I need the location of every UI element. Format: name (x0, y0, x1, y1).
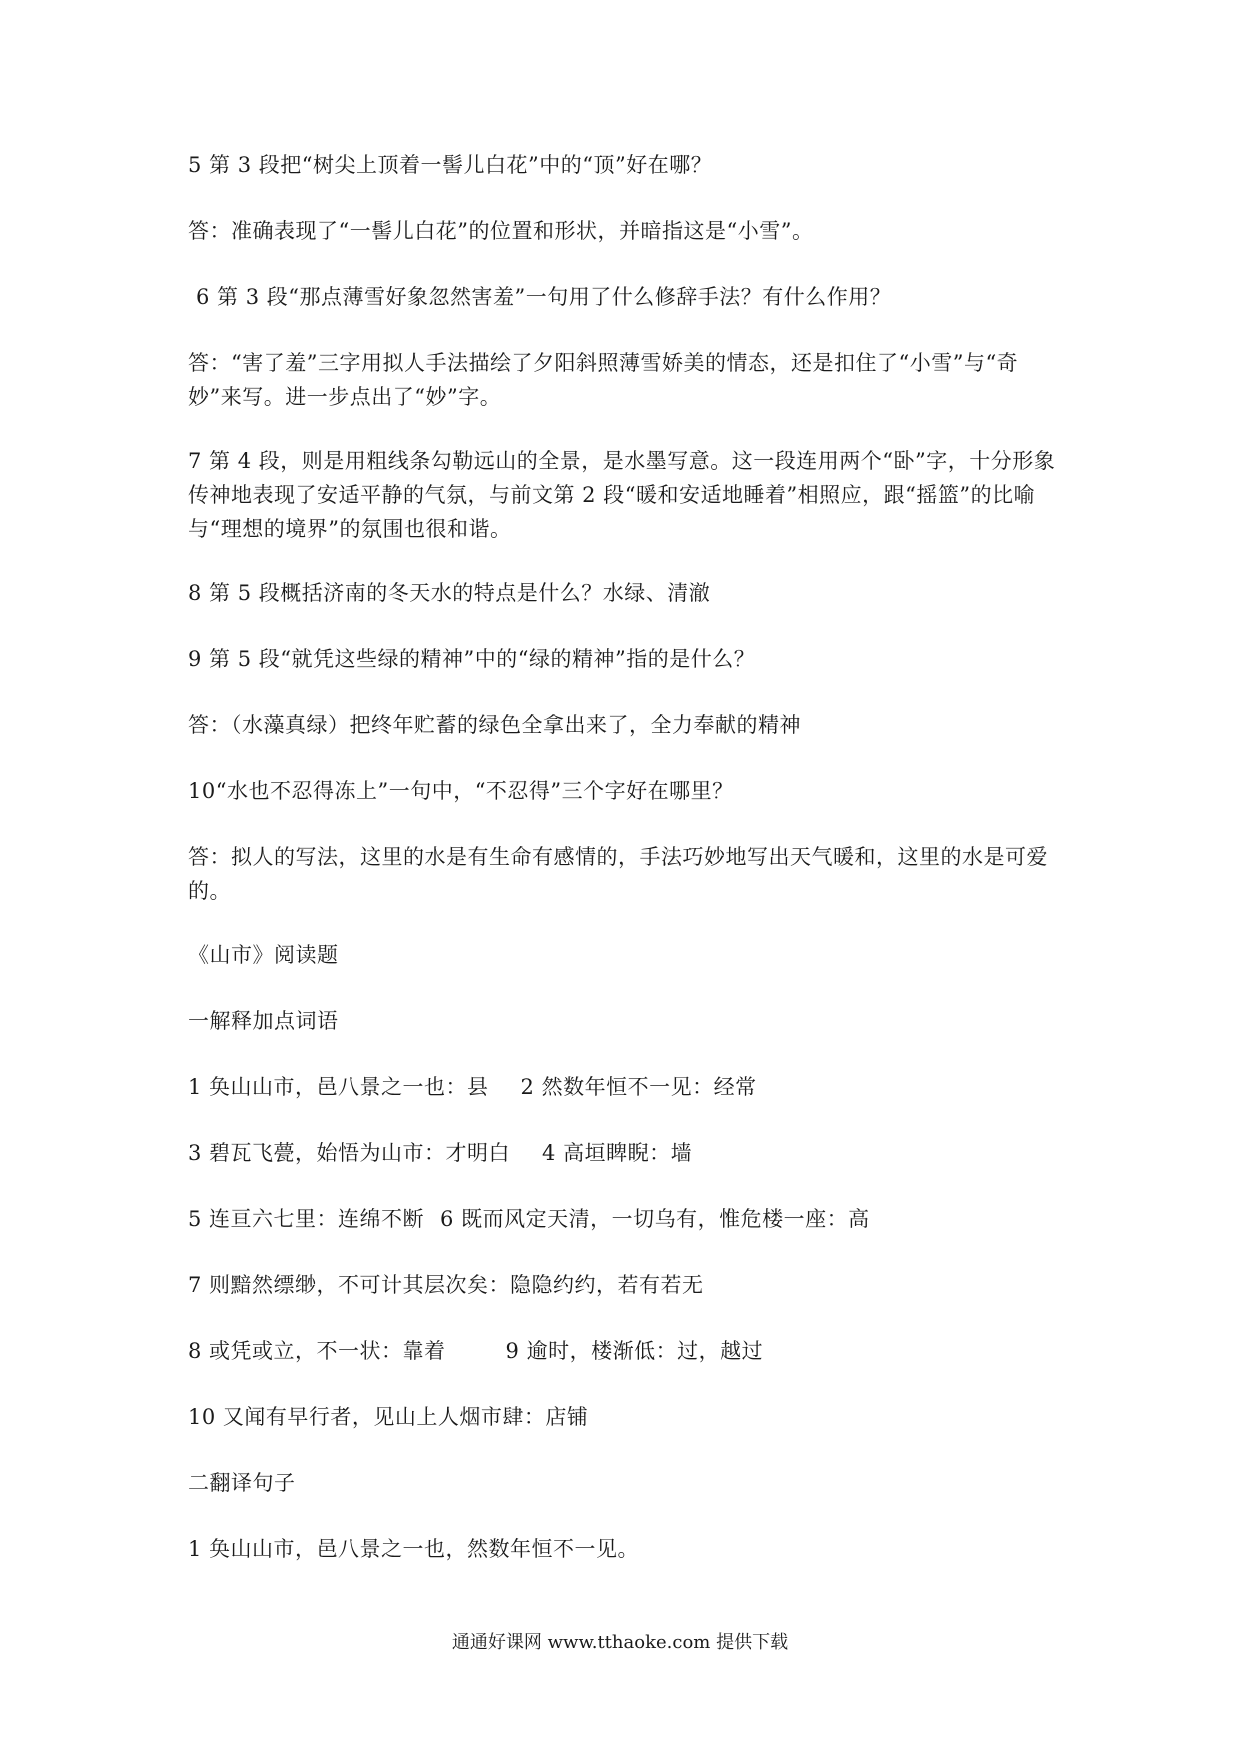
vocab-item: 8 或凭或立，不一状：靠着 (188, 1339, 446, 1363)
vocab-item: 6 既而风定天清，一切乌有，惟危楼一座：高 (440, 1207, 870, 1231)
question-10: 10“水也不忍得冻上”一句中，“不忍得”三个字好在哪里？ (188, 779, 734, 803)
vocab-item: 9 逾时，楼渐低：过，越过 (505, 1339, 764, 1363)
vocab-row (188, 1268, 1068, 1302)
vocab-item: 5 连亘六七里：连绵不断 (188, 1207, 425, 1231)
vocab-row (188, 1334, 1068, 1368)
question-8: 8 第 5 段概括济南的冬天水的特点是什么？水绿、清澈 (188, 581, 711, 605)
vocab-item: 3 碧瓦飞甍，始悟为山市：才明白 (188, 1141, 511, 1165)
question-9: 9 第 5 段“就凭这些绿的精神”中的“绿的精神”指的是什么？ (188, 647, 756, 671)
translate-item: 1 奂山山市，邑八景之一也，然数年恒不一见。 (188, 1537, 640, 1561)
vocab-item: 10 又闻有早行者，见山上人烟市肆：店铺 (188, 1405, 589, 1429)
vocab-item: 7 则黯然缥缈，不可计其层次矣：隐隐约约，若有若无 (188, 1273, 704, 1297)
answer-6: 答：“害了羞”三字用拟人手法描绘了夕阳斜照薄雪娇美的情态，还是扣住了“小雪”与“奇妙”来写。进一步点出了“妙”字。 (188, 351, 1019, 409)
vocab-row (188, 1400, 1068, 1434)
vocab-row (188, 1136, 1068, 1170)
vocab-row (188, 1202, 1068, 1236)
vocab-item: 2 然数年恒不一见：经常 (520, 1075, 757, 1099)
question-6: 6 第 3 段“那点薄雪好象忽然害羞”一句用了什么修辞手法？有什么作用？ (196, 285, 892, 309)
answer-9: 答：（水藻真绿）把终年贮蓄的绿色全拿出来了，全力奉献的精神 (188, 713, 801, 737)
part1-title: 一解释加点词语 (188, 1009, 339, 1033)
answer-5: 答：准确表现了“一髻儿白花”的位置和形状，并暗指这是“小雪”。 (188, 219, 814, 243)
question-7: 7 第 4 段，则是用粗线条勾勒远山的全景，是水墨写意。这一段连用两个“卧”字，十分形象传神地表现了安适平静的气氛，与前文第 2 段“暖和安适地睡着”相照应，跟“摇篮”的比喻与“理想的境界”的氛围也很和谐。 (188, 449, 1056, 541)
part2-title: 二翻译句子 (188, 1471, 296, 1495)
vocab-item: 4 高垣睥睨：墙 (542, 1141, 693, 1165)
vocab-row (188, 1070, 1068, 1104)
answer-10: 答：拟人的写法，这里的水是有生命有感情的，手法巧妙地写出天气暖和，这里的水是可爱的。 (188, 845, 1048, 903)
question-5: 5 第 3 段把“树尖上顶着一髻儿白花”中的“顶”好在哪？ (188, 153, 713, 177)
page-footer: 通通好课网 www.tthaoke.com 提供下载 (451, 1632, 789, 1653)
vocab-item: 1 奂山山市，邑八景之一也：县 (188, 1075, 489, 1099)
section-title: 《山市》阅读题 (188, 943, 339, 967)
